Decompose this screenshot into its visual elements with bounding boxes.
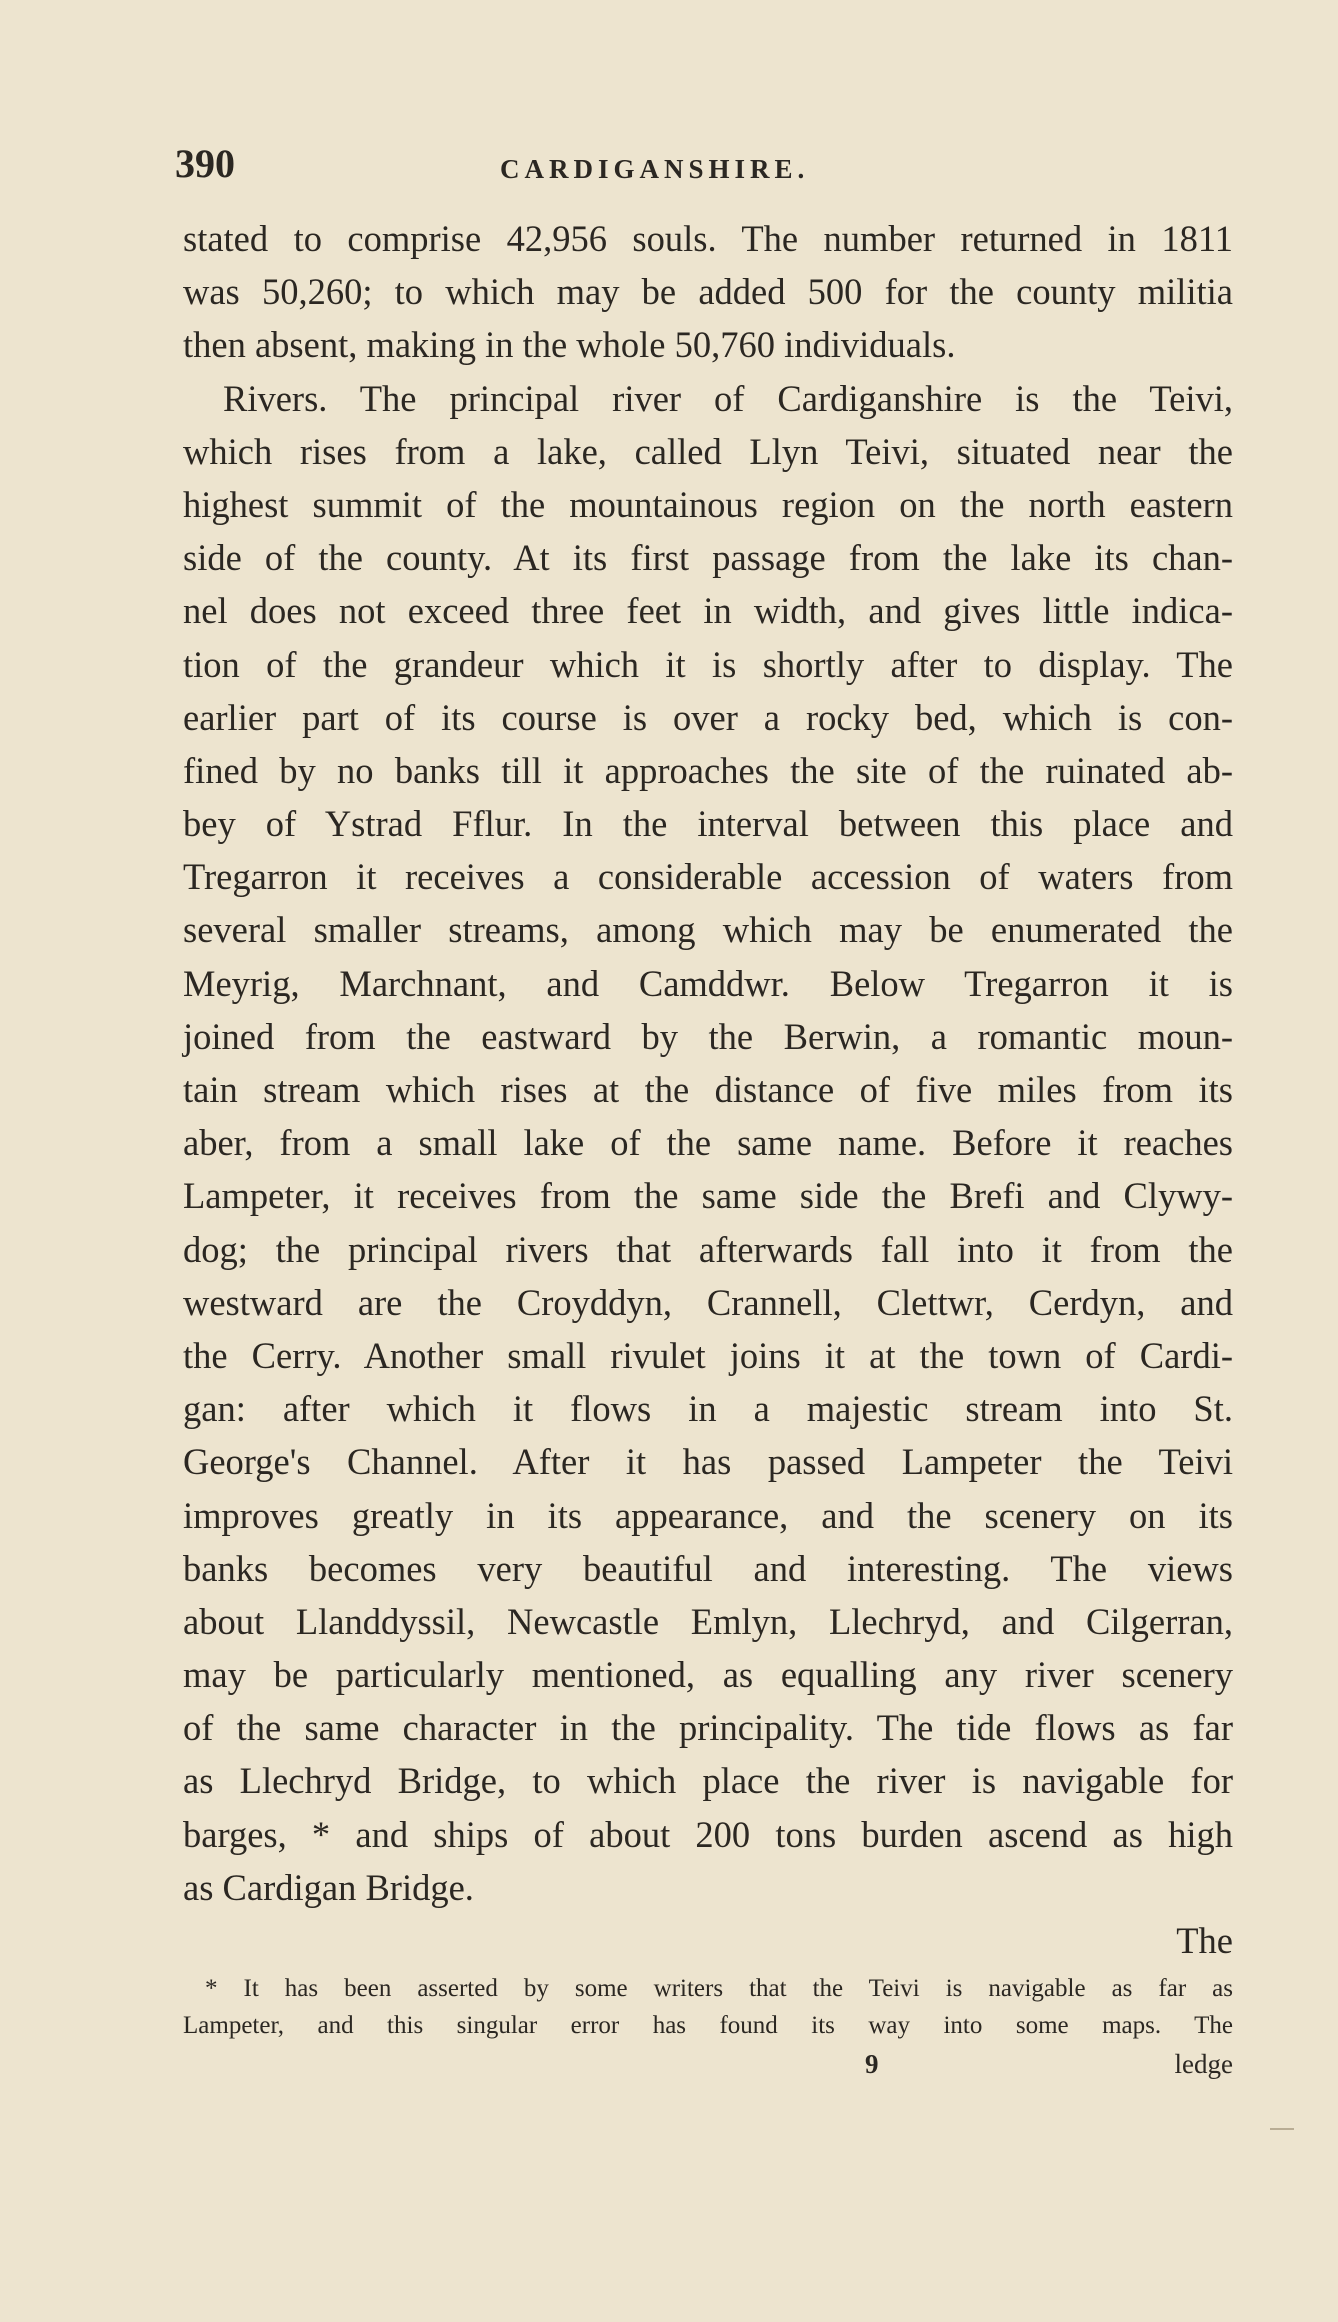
text-line: Tregarron it receives a considerable accession of waters from [183,856,1233,898]
text-line: highest summit of the mountainous region on the north eastern [183,483,1233,525]
text-line: joined from the eastward by the Berwin, a romantic moun- [183,1015,1233,1057]
text-line: which rises from a lake, called Llyn Teivi, situated near the [183,430,1233,472]
text-line: side of the county. At its first passage from the lake its chan- [183,537,1233,579]
text-line: Lampeter, it receives from the same side the Brefi and Clywy- [183,1175,1233,1217]
text-line: dog; the principal rivers that afterwards fall into it from the [183,1228,1233,1270]
text-line: westward are the Croyddyn, Crannell, Clettwr, Cerdyn, and [183,1281,1233,1323]
text-line: gan: after which it flows in a majestic stream into St. [183,1388,1233,1430]
text-line: several smaller streams, among which may be enumerated the [183,909,1233,951]
margin-mark [1270,2128,1294,2130]
text-line: as Cardigan Bridge. [183,1866,474,1908]
page-number: 390 [175,141,235,186]
text-line: the Cerry. Another small rivulet joins it at the town of Cardi- [183,1334,1233,1376]
text-line: then absent, making in the whole 50,760 individuals. [183,324,956,366]
text-line: was 50,260; to which may be added 500 for the county militia [183,271,1233,313]
text-line: as Llechryd Bridge, to which place the river is navigable for [183,1760,1233,1802]
text-line: bey of Ystrad Fflur. In the interval between this place and [183,803,1233,845]
page-footer [183,2046,1233,2083]
text-line: Meyrig, Marchnant, and Camddwr. Below Tregarron it is [183,962,1233,1004]
text-line: Rivers. The principal river of Cardiganshire is the Teivi, [223,377,1233,419]
text-line: aber, from a small lake of the same name. Before it reaches [183,1122,1233,1164]
text-line: about Llanddyssil, Newcastle Emlyn, Llechryd, and Cilgerran, [183,1600,1233,1642]
text-line: tion of the grandeur which it is shortly after to display. The [183,643,1233,685]
page-header [175,140,1215,190]
body-text [183,212,1233,1967]
running-head: CARDIGANSHIRE. [500,154,810,184]
text-line: tain stream which rises at the distance of five miles from its [183,1069,1233,1110]
footnote [183,1970,1233,2044]
text-line: barges, * and ships of about 200 tons burden ascend as high [183,1813,1233,1855]
text-line: improves greatly in its appearance, and the scenery on its [183,1494,1233,1536]
footnote-line: Lampeter, and this singular error has found its way into some maps. The [183,2012,1233,2039]
text-line: banks becomes very beautiful and interesting. The views [183,1547,1233,1589]
catchword: ledge [1174,2049,1233,2079]
footnote-line: * It has been asserted by some writers that the Teivi is navigable as far as [205,1975,1233,2002]
text-line-catchword: The [1176,1920,1233,1961]
text-line: nel does not exceed three feet in width, and gives little indica- [183,590,1233,632]
signature-mark: 9 [865,2049,879,2079]
text-line: stated to comprise 42,956 souls. The number returned in 1811 [183,218,1233,259]
text-line: fined by no banks till it approaches the site of the ruinated ab- [183,749,1233,791]
text-line: George's Channel. After it has passed Lampeter the Teivi [183,1441,1233,1483]
text-line: earlier part of its course is over a rocky bed, which is con- [183,696,1233,738]
text-line: may be particularly mentioned, as equalling any river scenery [183,1654,1233,1696]
text-line: of the same character in the principality. The tide flows as far [183,1707,1233,1749]
